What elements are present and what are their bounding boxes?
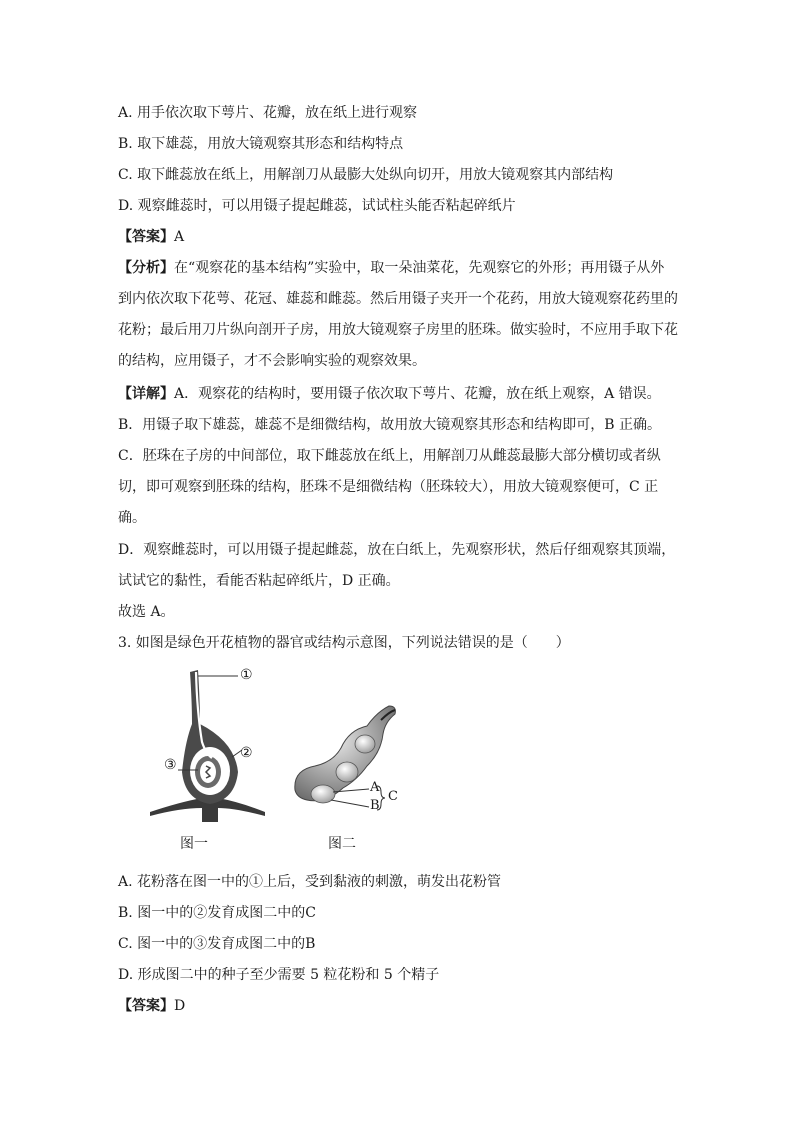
q2-detail-c: C．胚珠在子房的中间部位，取下雌蕊放在纸上，用解剖刀从雌蕊最膨大部分横切或者纵切，即可观察到胚珠的结构，胚珠不是细微结构（胚珠较大），用放大镜观察便可，C 正确。 [118,448,661,526]
q2-detail-a-text: A．观察花的结构时，要用镊子依次取下萼片、花瓣，放在纸上观察，A 错误。 [174,386,661,402]
q2-option-a: A. 用手依次取下萼片、花瓣，放在纸上进行观察 [118,105,418,121]
q2-conclusion: 故选 A。 [118,604,175,620]
q2-option-b: B. 取下雄蕊，用放大镜观察其形态和结构特点 [118,136,404,152]
figure2-label-c: C [388,789,398,804]
figure1-label-3: ③ [164,757,177,773]
q3-stem: 3. 如图是绿色开花植物的器官或结构示意图，下列说法错误的是（ ） [118,635,570,651]
q2-option-d: D. 观察雌蕊时，可以用镊子提起雌蕊，试试柱头能否粘起碎纸片 [118,198,516,214]
q2-answer-value: A [174,229,185,245]
q3-answer [118,996,185,1016]
q3-answer-value: D [174,998,186,1014]
q2-answer-label: 【答案】 [118,229,174,245]
q2-analysis-text: 在“观察花的基本结构”实验中，取一朵油菜花，先观察它的外形；再用镊子从外到内依次取下花萼、花冠、雄蕊和雌蕊。然后用镊子夹开一个花药，用放大镜观察花药里的花粉；最后用刀片纵向剖开子房，用放大镜观察子房里的胚珠。做实验时，不应用手取下花的结构，应用镊子，才不会影响实验的观察效果。 [118,260,678,369]
q2-detail-a [118,384,661,404]
q2-analysis-label: 【分析】 [118,260,174,276]
q2-detail-label: 【详解】 [118,386,174,402]
figure1-caption: 图一 [180,836,208,852]
figure1-pistil-diagram [140,662,280,824]
figure1-label-1: ① [240,667,253,683]
q3-answer-label: 【答案】 [118,998,174,1014]
q2-detail-d: D．观察雌蕊时，可以用镊子提起雌蕊，放在白纸上，先观察形状，然后仔细观察其顶端，试试它的黏性，看能否粘起碎纸片，D 正确。 [118,542,676,589]
q2-answer [118,227,184,247]
figure2-label-a: A [370,780,380,795]
q2-detail-b: B．用镊子取下雄蕊，雄蕊不是细微结构，故用放大镜观察其形态和结构即可，B 正确。 [118,417,662,433]
figure2-label-b: B [370,798,380,813]
q2-option-c: C. 取下雌蕊放在纸上，用解剖刀从最膨大处纵向切开，用放大镜观察其内部结构 [118,167,614,183]
q3-option-a: A. 花粉落在图一中的①上后，受到黏液的刺激，萌发出花粉管 [118,874,502,890]
figure2-caption: 图二 [328,836,356,852]
q3-option-b: B. 图一中的②发育成图二中的C [118,905,316,921]
q3-option-c: C. 图一中的③发育成图二中的B [118,936,316,952]
q3-option-d: D. 形成图二中的种子至少需要 5 粒花粉和 5 个精子 [118,967,440,983]
figure1-label-2: ② [240,745,253,761]
q2-analysis [118,253,678,377]
